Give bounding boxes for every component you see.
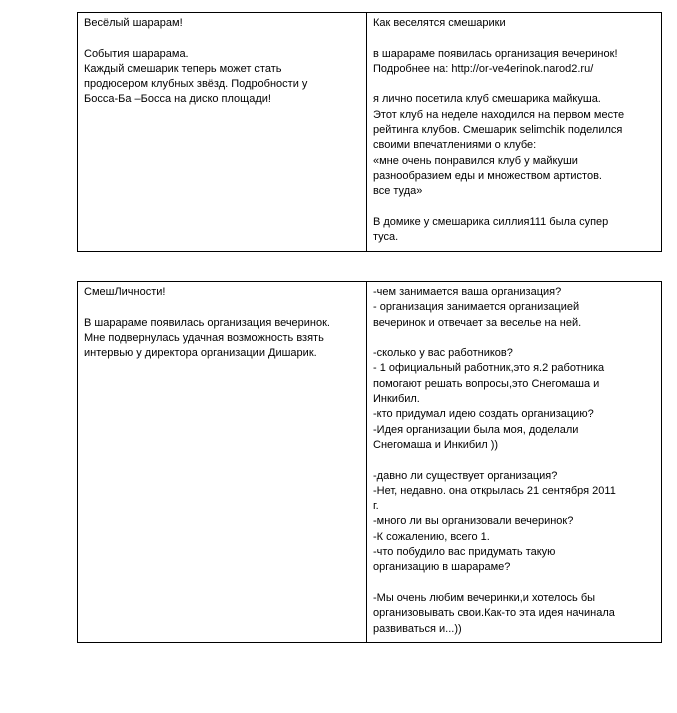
text-line: - организация занимается организацией	[373, 301, 580, 314]
cell-body	[84, 316, 360, 362]
text-line: -Мы очень любим вечеринки,и хотелось бы	[373, 591, 596, 604]
news-table-bottom	[77, 281, 662, 643]
news-table-top	[77, 12, 662, 252]
cell-interview	[367, 282, 662, 643]
text-line: я лично посетила клуб смешарика майкуша.	[373, 93, 601, 106]
text-line: продюсером клубных звёзд. Подробности у	[84, 78, 308, 91]
interview-body	[373, 285, 655, 637]
cell-smeshlichnosti	[78, 282, 367, 643]
text-line: организацию в шарараме?	[373, 561, 511, 574]
text-line: -сколько у вас работников?	[373, 347, 513, 360]
text-line: «мне очень понравился клуб у майкуши	[373, 154, 578, 167]
cell-title: СмешЛичности!	[84, 286, 166, 298]
text-line: События шарарама.	[84, 47, 189, 60]
cell-body	[373, 47, 655, 246]
text-line: -Нет, недавно. она открылась 21 сентября 2011	[373, 484, 616, 497]
spacer	[373, 331, 655, 346]
text-line: -К сожалению, всего 1.	[373, 530, 490, 543]
text-line: разнообразием еды и множеством артистов.	[373, 169, 602, 182]
text-line: Мне подвернулась удачная возможность взять	[84, 331, 324, 344]
text-line: В шарараме появилась организация вечеринок.	[84, 316, 330, 329]
text-line: Подробнее на: http://or-ve4erinok.narod2.ru/	[373, 62, 594, 75]
cell-veselyi-shararam	[78, 13, 367, 252]
text-line: г.	[373, 500, 379, 513]
text-line: - 1 официальный работник,это я.2 работника	[373, 362, 605, 375]
text-line: -Идея организации была моя, доделали	[373, 423, 579, 436]
text-line: Босса-Ба –Босса на диско площади!	[84, 93, 271, 106]
text-line: своими впечатлениями о клубе:	[373, 139, 537, 152]
text-line: помогают решать вопросы,это Снегомаша и	[373, 377, 600, 390]
text-line: -кто придумал идею создать организацию?	[373, 408, 594, 421]
cell-kak-veselyatsya	[367, 13, 662, 252]
text-line: -чем занимается ваша организация?	[373, 286, 562, 298]
spacer	[84, 300, 360, 315]
text-line: туса.	[373, 231, 399, 244]
spacer	[373, 200, 655, 215]
text-line: рейтинга клубов. Смешарик selimchik поделился	[373, 124, 623, 137]
text-line: -много ли вы организовали вечеринок?	[373, 515, 574, 528]
cell-body	[84, 47, 360, 108]
text-line: -давно ли существует организация?	[373, 469, 558, 482]
spacer	[373, 31, 655, 46]
text-line: Инкибил.	[373, 393, 420, 406]
text-line: -что побудило вас придумать такую	[373, 546, 556, 559]
spacer	[373, 576, 655, 591]
text-line: Этот клуб на неделе находился на первом месте	[373, 108, 625, 121]
text-line: все туда»	[373, 185, 423, 198]
text-line: вечеринок и отвечает за веселье на ней.	[373, 316, 582, 329]
spacer	[373, 453, 655, 468]
cell-title: Как веселятся смешарики	[373, 17, 506, 29]
spacer	[373, 77, 655, 92]
text-line: развиваться и...))	[373, 622, 462, 635]
text-line: интервью у директора организации Дишарик.	[84, 347, 317, 360]
spacer	[84, 31, 360, 46]
text-line: Снегомаша и Инкибил ))	[373, 438, 499, 451]
text-line: организовывать свои.Как-то эта идея начинала	[373, 607, 615, 620]
text-line: Каждый смешарик теперь может стать	[84, 62, 282, 75]
cell-title: Весёлый шарарам!	[84, 17, 183, 29]
text-line: В домике у смешарика силлия111 была супер	[373, 215, 609, 228]
text-line: в шарараме появилась организация вечеринок!	[373, 47, 618, 60]
